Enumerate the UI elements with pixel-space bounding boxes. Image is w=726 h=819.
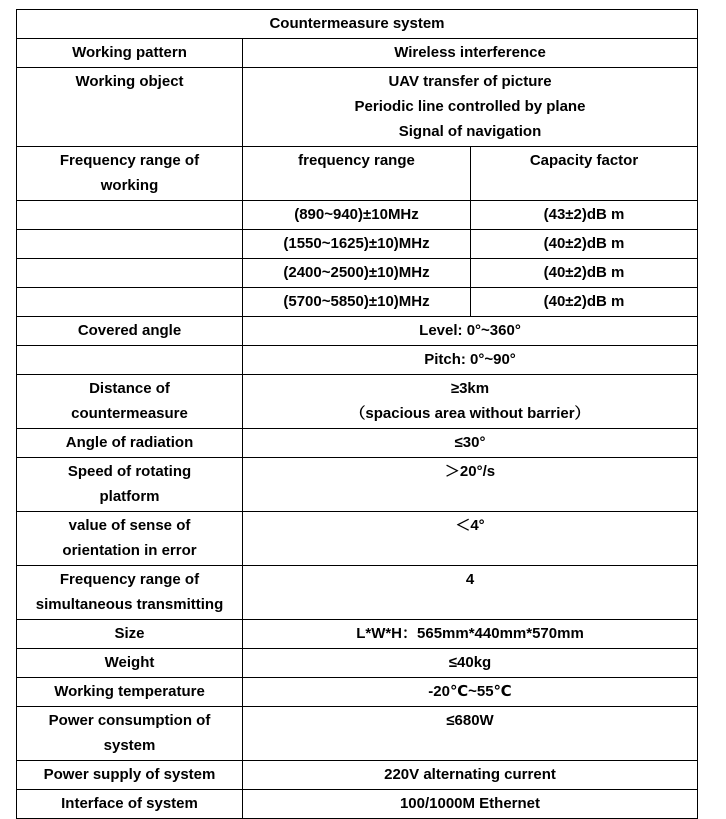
capacity-value: (40±2)dB m [471,288,698,317]
table-row [17,288,698,317]
table-row [17,39,698,68]
weight-value: ≤40kg [243,649,698,678]
power-consumption-label [17,707,243,761]
empty-cell [17,201,243,230]
working-pattern-label: Working pattern [17,39,243,68]
table-row [17,761,698,790]
distance-value [243,375,698,429]
table-row [17,678,698,707]
label-line: Speed of rotating [67,463,192,480]
covered-angle-pitch: Pitch: 0°~90° [243,346,698,375]
label-line: Distance of [89,380,170,397]
table-row [17,458,698,512]
label-line: working [100,177,159,194]
temperature-value: -20℃~55℃ [243,678,698,707]
angle-of-radiation-value: ≤30° [243,429,698,458]
capacity-value: (40±2)dB m [471,259,698,288]
interface-label: Interface of system [17,790,243,819]
distance-label [17,375,243,429]
table-row [17,790,698,819]
label-line: Power consumption of [48,712,211,729]
table-row [17,649,698,678]
label-line: orientation in error [62,542,197,559]
table-row [17,429,698,458]
size-value: L*W*H：565mm*440mm*570mm [243,620,698,649]
orientation-error-value: ＜4° [243,512,698,566]
label-line: system [103,737,156,754]
label-line: Frequency range of [59,571,200,588]
countermeasure-spec-table [16,9,698,819]
working-object-label: Working object [17,68,243,147]
weight-label: Weight [17,649,243,678]
frequency-range-column-header: frequency range [243,147,471,201]
table-row [17,512,698,566]
capacity-factor-column-header: Capacity factor [471,147,698,201]
working-object-value: Signal of navigation [398,123,542,140]
frequency-value: (5700~5850)±10)MHz [243,288,471,317]
power-consumption-value: ≤680W [243,707,698,761]
label-line: Frequency range of [59,152,200,169]
temperature-label: Working temperature [17,678,243,707]
interface-value: 100/1000M Ethernet [243,790,698,819]
label-line: value of sense of [68,517,191,534]
working-object-values [243,68,698,147]
table-row [17,566,698,620]
table-row [17,317,698,346]
table-row [17,375,698,429]
working-pattern-value: Wireless interference [243,39,698,68]
empty-cell [17,259,243,288]
table-row [17,346,698,375]
empty-cell [17,230,243,259]
orientation-error-label [17,512,243,566]
table-row [17,68,698,147]
empty-cell [17,346,243,375]
simultaneous-value: 4 [243,566,698,620]
value-line: ≥3km [450,380,490,397]
frequency-value: (890~940)±10MHz [243,201,471,230]
empty-cell [17,288,243,317]
frequency-value: (2400~2500)±10)MHz [243,259,471,288]
power-supply-label: Power supply of system [17,761,243,790]
size-label: Size [17,620,243,649]
covered-angle-label: Covered angle [17,317,243,346]
working-object-value: Periodic line controlled by plane [354,98,586,115]
simultaneous-label [17,566,243,620]
power-supply-value: 220V alternating current [243,761,698,790]
table-row [17,201,698,230]
working-object-value: UAV transfer of picture [388,73,552,90]
speed-label [17,458,243,512]
table-row [17,230,698,259]
frequency-value: (1550~1625)±10)MHz [243,230,471,259]
table-row [17,147,698,201]
value-line: （spacious area without barrier） [350,405,590,422]
capacity-value: (40±2)dB m [471,230,698,259]
label-line: simultaneous transmitting [35,596,224,613]
capacity-value: (43±2)dB m [471,201,698,230]
table-row [17,707,698,761]
frequency-range-working-label [17,147,243,201]
table-row [17,259,698,288]
label-line: platform [99,488,160,505]
speed-value: ＞20°/s [243,458,698,512]
angle-of-radiation-label: Angle of radiation [17,429,243,458]
table-row [17,620,698,649]
label-line: countermeasure [71,405,188,422]
covered-angle-level: Level: 0°~360° [243,317,698,346]
table-title: Countermeasure system [17,10,698,39]
table-title-row [17,10,698,39]
